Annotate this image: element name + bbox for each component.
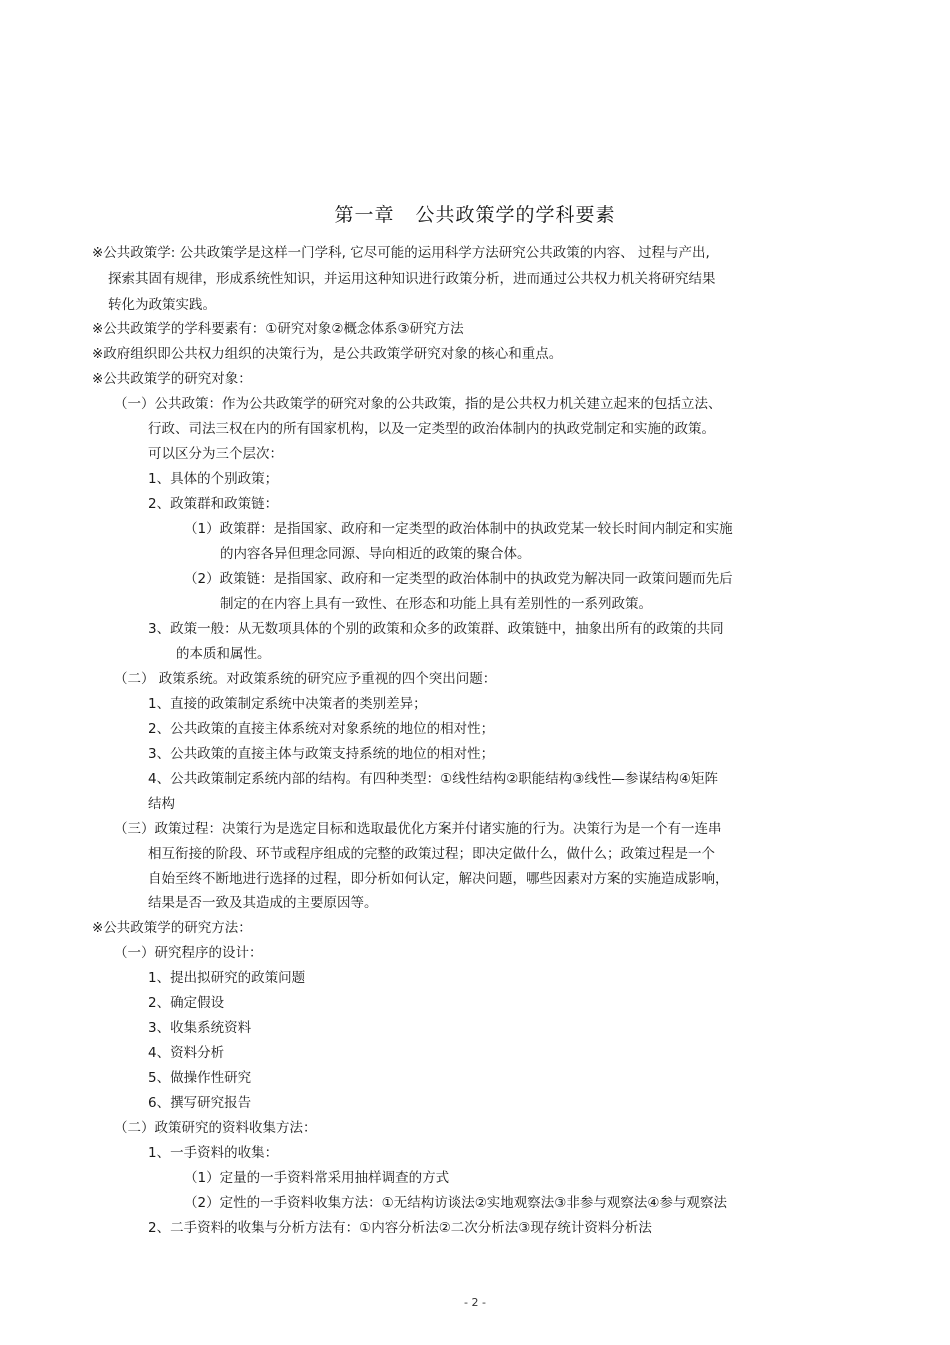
list-item: 4、公共政策制定系统内部的结构。有四种类型：①线性结构②职能结构③线性—参谋结构④矩阵	[148, 771, 718, 787]
list-item: （2）政策链：是指国家、政府和一定类型的政治体制中的执政党为解决同一政策问题而先后	[184, 571, 733, 587]
text-line: （一）公共政策：作为公共政策学的研究对象的公共政策，指的是公共权力机关建立起来的包括立法、	[114, 396, 722, 412]
list-item: 1、一手资料的收集：	[148, 1145, 279, 1161]
list-item: 3、公共政策的直接主体与政策支持系统的地位的相对性；	[148, 746, 495, 762]
text-line: 结构	[148, 796, 175, 812]
text-line: 的本质和属性。	[176, 646, 271, 662]
text-line: （一）研究程序的设计：	[114, 945, 263, 961]
text-line: ※政府组织即公共权力组织的决策行为，是公共政策学研究对象的核心和重点。	[92, 346, 563, 362]
list-item: 5、做操作性研究	[148, 1070, 252, 1086]
text-line: 结果是否一致及其造成的主要原因等。	[148, 895, 378, 911]
text-line: （三）政策过程：决策行为是选定目标和选取最优化方案并付诸实施的行为。决策行为是一个有一连串	[114, 821, 722, 837]
text-line: 行政、司法三权在内的所有国家机构，以及一定类型的政治体制内的执政党制定和实施的政策。	[148, 421, 715, 437]
text-line: 转化为政策实践。	[108, 297, 216, 313]
text-line: （二） 政策系统。对政策系统的研究应予重视的四个突出问题：	[114, 671, 497, 687]
list-item: 3、收集系统资料	[148, 1020, 252, 1036]
text-line: 探索其固有规律，形成系统性知识，并运用这种知识进行政策分析，进而通过公共权力机关将研究结果	[108, 271, 716, 287]
list-item: 1、提出拟研究的政策问题	[148, 970, 306, 986]
chapter-title: 第一章 公共政策学的学科要素	[334, 204, 616, 226]
list-item: （1）政策群：是指国家、政府和一定类型的政治体制中的执政党某一较长时间内制定和实施	[184, 521, 733, 537]
text-line: 相互衔接的阶段、环节或程序组成的完整的政策过程；即决定做什么，做什么；政策过程是一个	[148, 846, 715, 862]
text-line: 制定的在内容上具有一致性、在形态和功能上具有差别性的一系列政策。	[220, 596, 652, 612]
list-item: 2、二手资料的收集与分析方法有：①内容分析法②二次分析法③现存统计资料分析法	[148, 1220, 652, 1236]
list-item: 2、确定假设	[148, 995, 225, 1011]
list-item: 6、撰写研究报告	[148, 1095, 252, 1111]
list-item: 1、具体的个别政策；	[148, 471, 279, 487]
list-item: （1）定量的一手资料常采用抽样调查的方式	[184, 1170, 450, 1186]
list-item: （2）定性的一手资料收集方法：①无结构访谈法②实地观察法③非参与观察法④参与观察法	[184, 1195, 727, 1211]
text-line: 可以区分为三个层次：	[148, 446, 283, 462]
page-number: - 2 -	[464, 1296, 486, 1309]
text-line: ※公共政策学的研究方法：	[92, 920, 252, 936]
list-item: 4、资料分析	[148, 1045, 225, 1061]
text-line: 自始至终不断地进行选择的过程，即分析如何认定，解决问题，哪些因素对方案的实施造成影响，	[148, 871, 729, 887]
list-item: 2、政策群和政策链：	[148, 496, 279, 512]
list-item: 3、政策一般：从无数项具体的个别的政策和众多的政策群、政策链中，抽象出所有的政策的共同	[148, 621, 724, 637]
text-line: ※公共政策学: 公共政策学是这样一门学科, 它尽可能的运用科学方法研究公共政策的内容、 过程与产出,	[92, 245, 710, 261]
text-line: ※公共政策学的研究对象：	[92, 371, 252, 387]
text-line: （二）政策研究的资料收集方法：	[114, 1120, 317, 1136]
list-item: 1、直接的政策制定系统中决策者的类别差异；	[148, 696, 427, 712]
list-item: 2、公共政策的直接主体系统对对象系统的地位的相对性；	[148, 721, 495, 737]
text-line: ※公共政策学的学科要素有：①研究对象②概念体系③研究方法	[92, 321, 464, 337]
text-line: 的内容各异但理念同源、导向相近的政策的聚合体。	[220, 546, 531, 562]
